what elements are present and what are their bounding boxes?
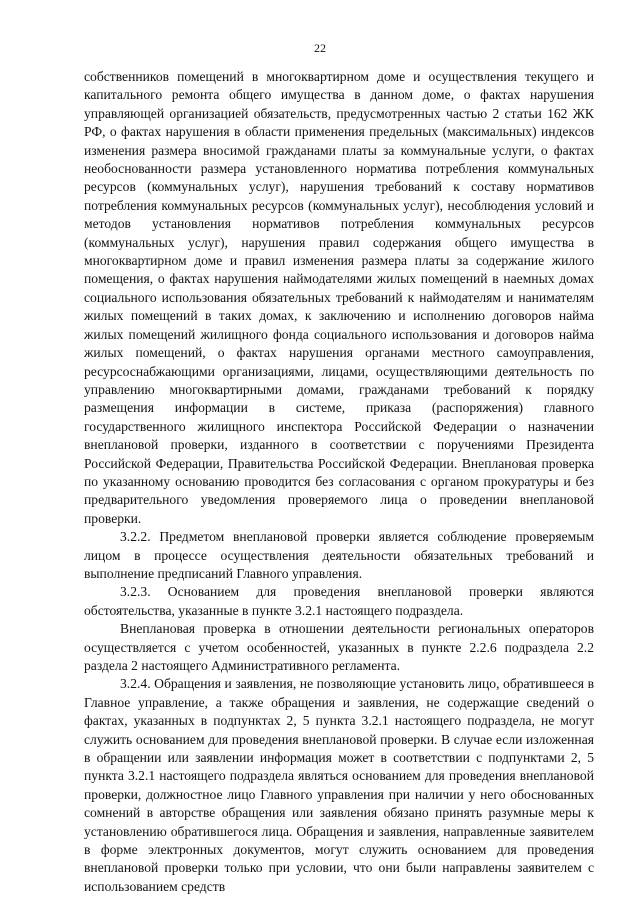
paragraph-regional-operators: Внеплановая проверка в отношении деятельности региональных операторов осуществляется с учетом особенностей, указанных в пункте 2.2.6 подраздела 2.2 раздела 2 настоящего Административного регламента. — [84, 621, 594, 673]
paragraph-3-2-2: 3.2.2. Предметом внеплановой проверки является соблюдение проверяемым лицом в процессе осуществления деятельности обязательных требований и выполнение предписаний Главного управления. — [84, 529, 594, 581]
paragraph-3-2-4: 3.2.4. Обращения и заявления, не позволяющие установить лицо, обратившееся в Главное управление, а также обращения и заявления, не содержащие сведений о фактах, указанных в подпунктах 2, 5 пункта 3.2.1 настоящего подраздела, не могут служить основанием для проведения внеплановой проверки. В случае если изложенная в обращении или заявлении информация может в соответствии с подпунктами 2, 5 пункта 3.2.1 настоящего подраздела являться основанием для проведения внеплановой проверки, должностное лицо Главного управления при наличии у него обоснованных сомнений в авторстве обращения или заявления обязано принять разумные меры к установлению обратившегося лица. Обращения и заявления, направленные заявителем в форме электронных документов, могут служить основанием для проведения внеплановой проверки только при условии, что они были направлены заявителем с использованием средств — [84, 676, 594, 894]
paragraph-continuation: собственников помещений в многоквартирном доме и осуществления текущего и капитального ремонта общего имущества в данном доме, о фактах нарушения управляющей организацией обязательств, предусмотренных частью 2 статьи 162 ЖК РФ, о фактах нарушения в области применения предельных (максимальных) индексов изменения размера вносимой гражданами платы за коммунальные услуги, о фактах необоснованности размера установленного норматива потребления коммунальных ресурсов (коммунальных услуг), нарушения требований к составу нормативов потребления коммунальных ресурсов (коммунальных услуг), несоблюдения условий и методов установления нормативов потребления коммунальных ресурсов (коммунальных услуг), нарушения правил содержания общего имущества в многоквартирном доме и правил изменения размера платы за содержание жилого помещения, о фактах нарушения наймодателями жилых помещений в наемных домах социального использования обязательных требований к наймодателям и нанимателям жилых помещений в таких домах, к заключению и исполнению договоров найма жилых помещений жилищного фонда социального использования и договоров найма жилых помещений, о фактах нарушения органами местного самоуправления, ресурсоснабжающими организациями, лицами, осуществляющими деятельность по управлению многоквартирными домами, гражданами требований к порядку размещения информации в системе, приказа (распоряжения) главного государственного жилищного инспектора Российской Федерации о назначении внеплановой проверки, изданного в соответствии с поручениями Президента Российской Федерации, Правительства Российской Федерации. Внеплановая проверка по указанному основанию проводится без согласования с органом прокуратуры и без предварительного уведомления проверяемого лица о проведении внеплановой проверки. — [84, 69, 594, 526]
paragraph-3-2-3: 3.2.3. Основанием для проведения внеплановой проверки являются обстоятельства, указанные в пункте 3.2.1 настоящего подраздела. — [84, 584, 594, 618]
page-number: 22 — [314, 41, 326, 55]
document-body — [84, 68, 594, 896]
